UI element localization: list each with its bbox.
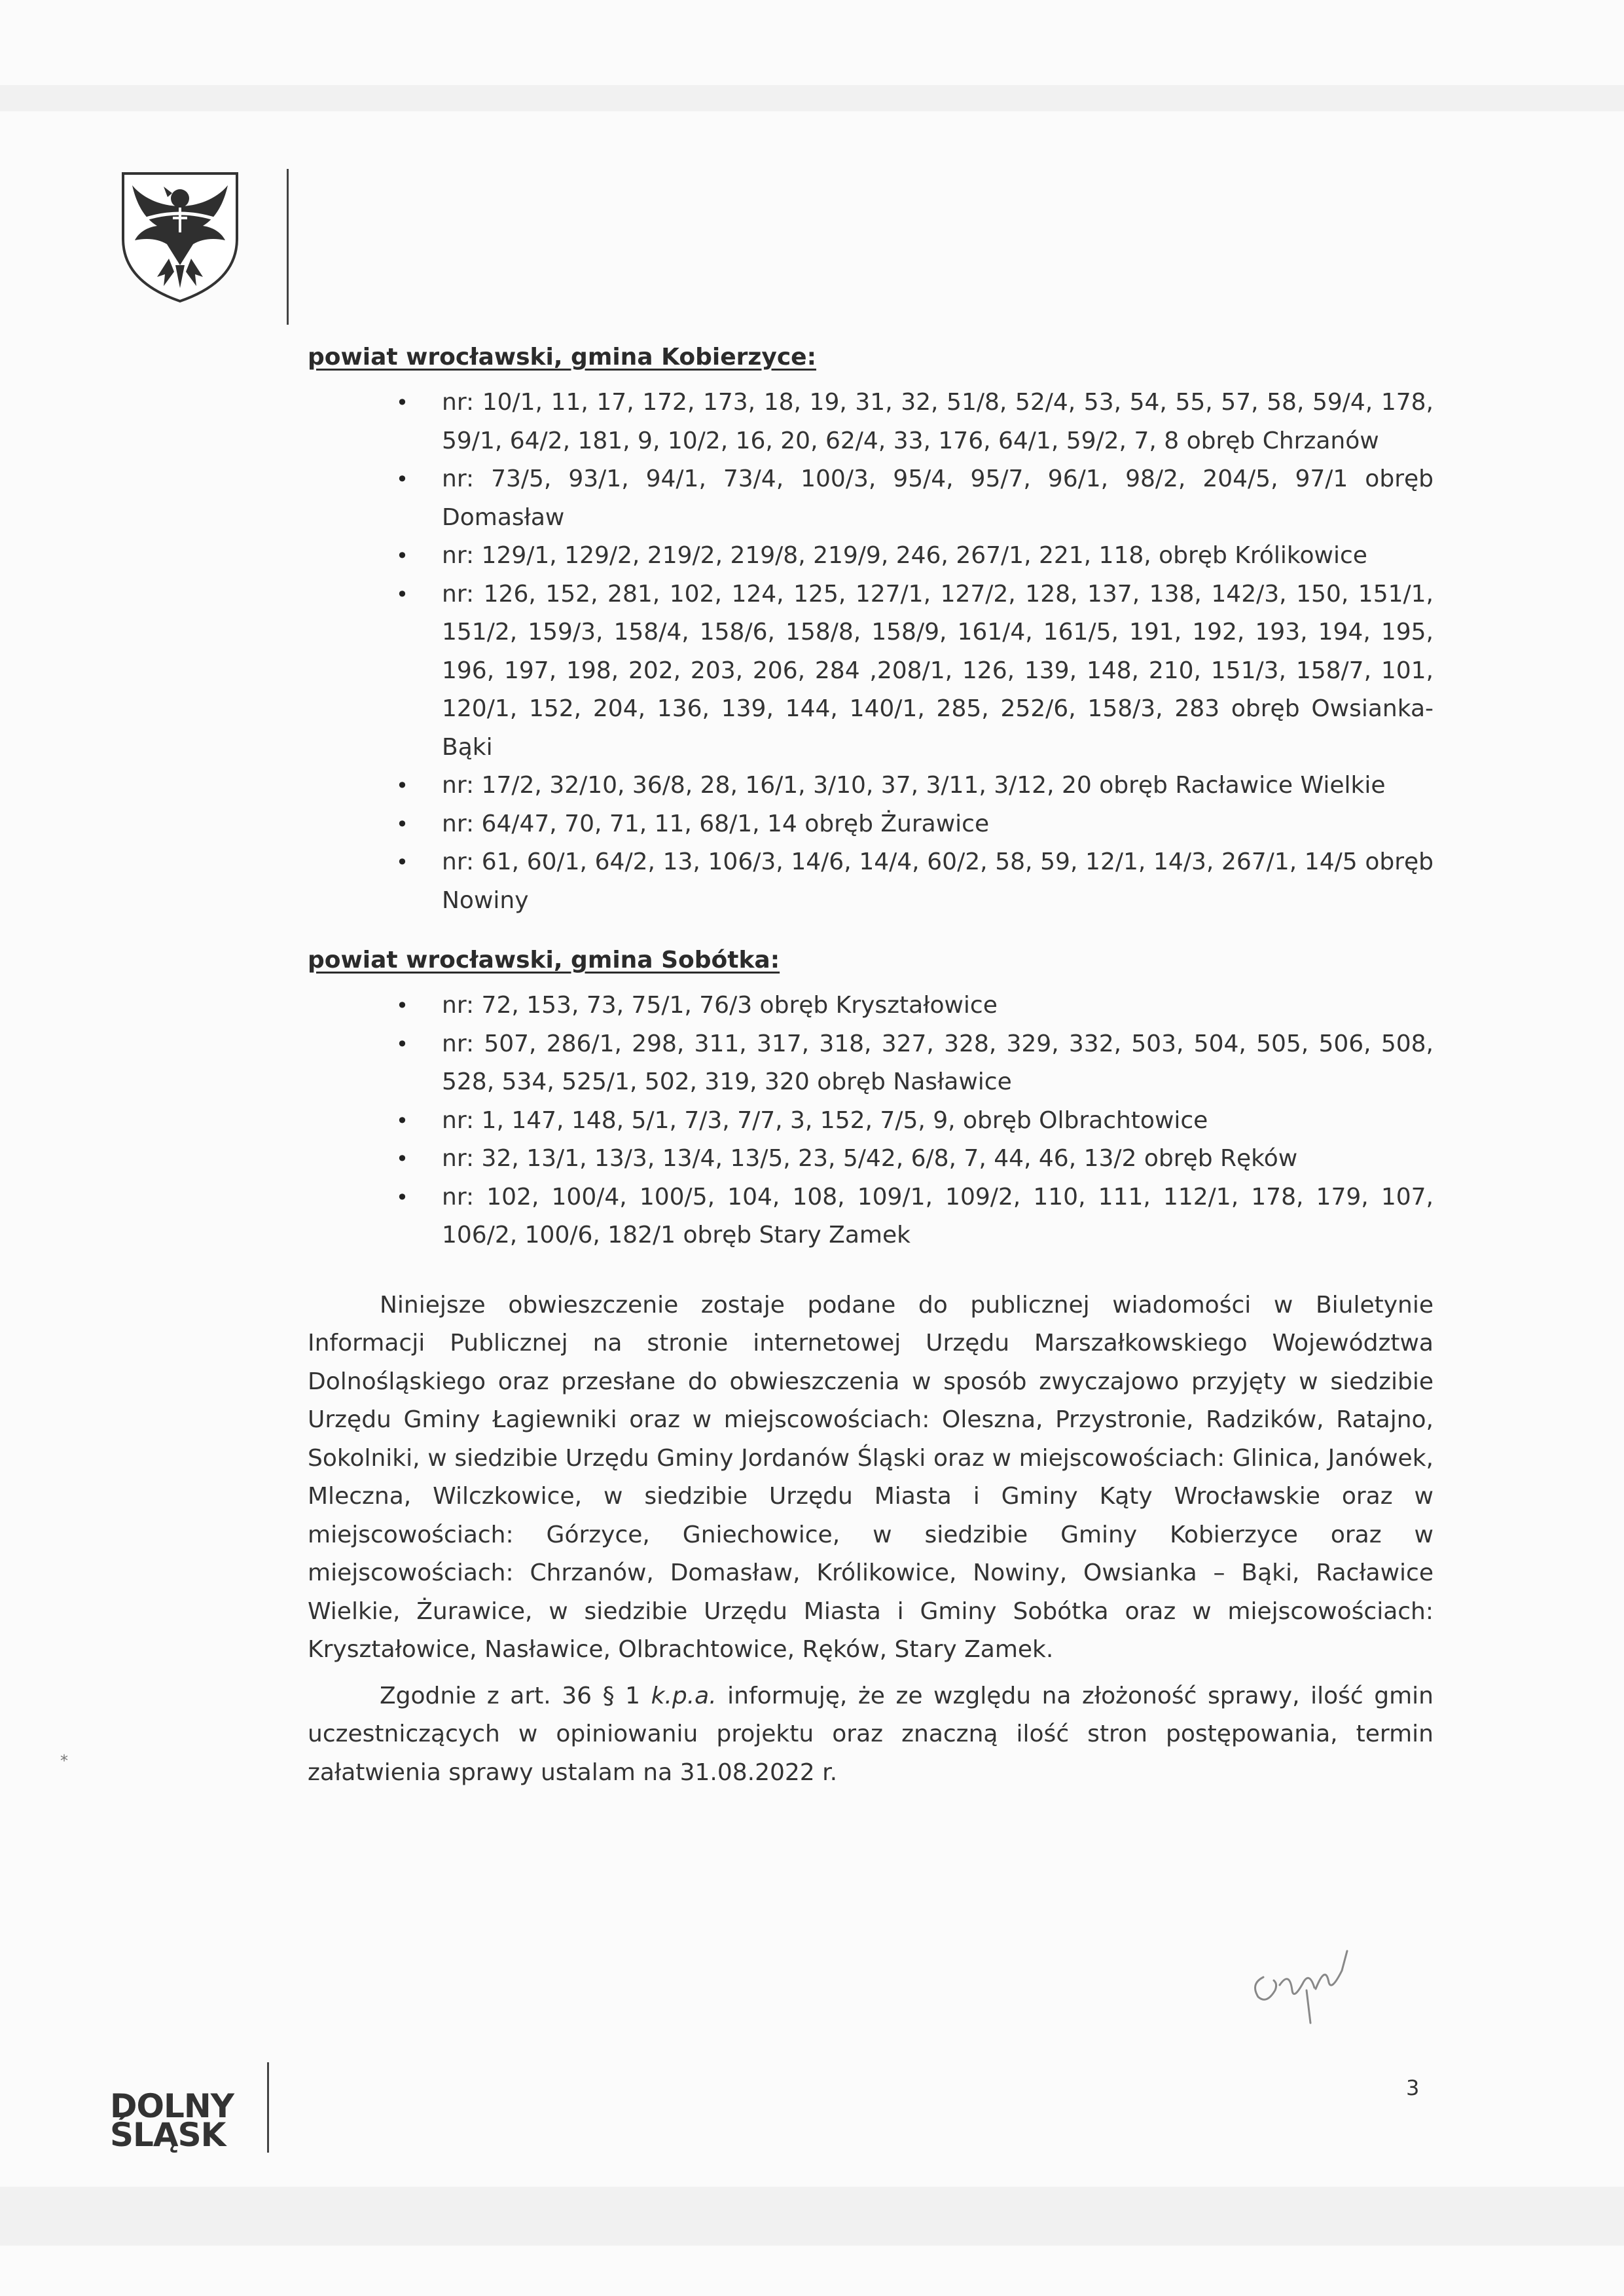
list-item: • nr: 32, 13/1, 13/3, 13/4, 13/5, 23, 5/42, 6/8, 7, 44, 46, 13/2 obręb Ręków bbox=[442, 1140, 1434, 1178]
list-item: • nr: 73/5, 93/1, 94/1, 73/4, 100/3, 95/4, 95/7, 96/1, 98/2, 204/5, 97/1 obręb Domasław bbox=[442, 460, 1434, 537]
handwritten-signature-icon bbox=[1244, 1944, 1375, 2030]
list-item: • nr: 72, 153, 73, 75/1, 76/3 obręb Kryształowice bbox=[442, 987, 1434, 1025]
footer-divider bbox=[267, 2062, 269, 2153]
plot-list-kobierzyce bbox=[308, 384, 1434, 920]
list-item: • nr: 64/47, 70, 71, 11, 68/1, 14 obręb Żurawice bbox=[442, 805, 1434, 844]
list-item: • nr: 1, 147, 148, 5/1, 7/3, 7/7, 3, 152, 7/5, 9, obręb Olbrachtowice bbox=[442, 1102, 1434, 1140]
section-title-kobierzyce: powiat wrocławski, gmina Kobierzyce: bbox=[308, 344, 816, 371]
document-body bbox=[308, 340, 1434, 1792]
dolny-slask-logo: DOLNY ŚLĄSK bbox=[110, 2087, 234, 2154]
list-item: • nr: 10/1, 11, 17, 172, 173, 18, 19, 31, 32, 51/8, 52/4, 53, 54, 55, 57, 58, 59/4, 178, 59/1, 64/2, 181, 9, 10/2, 16, 20, 62/4, 33, 176, 64/1, 59/2, 7, 8 obręb Chrzanów bbox=[442, 384, 1434, 460]
bullet-icon: • bbox=[396, 467, 408, 492]
list-item: • nr: 129/1, 129/2, 219/2, 219/8, 219/9, 246, 267/1, 221, 118, obręb Królikowice bbox=[442, 537, 1434, 575]
bullet-icon: • bbox=[396, 390, 408, 415]
kpa-abbreviation: k.p.a. bbox=[651, 1682, 717, 1709]
header-divider bbox=[287, 169, 289, 325]
scan-shadow-top bbox=[0, 85, 1624, 111]
bullet-icon: • bbox=[396, 543, 408, 568]
scan-artifact-icon: ⁎ bbox=[60, 1747, 68, 1765]
bullet-icon: • bbox=[396, 1184, 408, 1210]
announcement-paragraph: Niniejsze obwieszczenie zostaje podane do publicznej wiadomości w Biuletynie Informacji Publicznej na stronie internetowej Urzędu Marszałkowskiego Województwa Dolnośląskiego oraz przesłane do obwieszczenia w sposób zwyczajowo przyjęty w siedzibie Urzędu Gminy Łagiewniki oraz w miejscowościach: Oleszna, Przystronie, Radzików, Ratajno, Sokolniki, w siedzibie Urzędu Gminy Jordanów Śląski oraz w miejscowościach: Glinica, Janówek, Mleczna, Wilczkowice, w siedzibie Urzędu Miasta i Gminy Kąty Wrocławskie oraz w miejscowościach: Górzyce, Gniechowice, w siedzibie Gminy Kobierzyce oraz w miejscowościach: Chrzanów, Domasław, Królikowice, Nowiny, Owsianka – Bąki, Racławice Wielkie, Żurawice, w siedzibie Urzędu Miasta i Gminy Sobótka oraz w miejscowościach: Kryształowice, Nasławice, Olbrachtowice, Ręków, Stary Zamek. bbox=[308, 1291, 1434, 1663]
list-item: • nr: 61, 60/1, 64/2, 13, 106/3, 14/6, 14/4, 60/2, 58, 59, 12/1, 14/3, 267/1, 14/5 obręb Nowiny bbox=[442, 843, 1434, 920]
plot-list-sobotka bbox=[308, 987, 1434, 1255]
list-item: • nr: 507, 286/1, 298, 311, 317, 318, 327, 328, 329, 332, 503, 504, 505, 506, 508, 528, 534, 525/1, 502, 319, 320 obręb Nasławice bbox=[442, 1025, 1434, 1102]
deadline-paragraph: Zgodnie z art. 36 § 1 k.p.a. informuję, że ze względu na złożoność sprawy, ilość gmin uczestniczących w opiniowaniu projektu oraz znaczną ilość stron postępowania, termin załatwienia sprawy ustalam na 31.08.2022 r. bbox=[308, 1682, 1434, 1786]
bullet-icon: • bbox=[396, 811, 408, 837]
bullet-icon: • bbox=[396, 1146, 408, 1171]
bullet-icon: • bbox=[396, 581, 408, 607]
bullet-icon: • bbox=[396, 850, 408, 875]
bullet-icon: • bbox=[396, 1031, 408, 1057]
list-item: • nr: 17/2, 32/10, 36/8, 28, 16/1, 3/10, 37, 3/11, 3/12, 20 obręb Racławice Wielkie bbox=[442, 767, 1434, 805]
coat-of-arms-icon bbox=[118, 167, 242, 304]
page-number: 3 bbox=[1406, 2075, 1420, 2100]
scan-shadow-bottom bbox=[0, 2187, 1624, 2246]
list-item: • nr: 126, 152, 281, 102, 124, 125, 127/1, 127/2, 128, 137, 138, 142/3, 150, 151/1, 151/2, 159/3, 158/4, 158/6, 158/8, 158/9, 161/4, 161/5, 191, 192, 193, 194, 195, 196, 197, 198, 202, 203, 206, 284 ,208/1, 126, 139, 148, 210, 151/3, 158/7, 101, 120/1, 152, 204, 136, 139, 144, 140/1, 285, 252/6, 158/3, 283 obręb Owsianka-Bąki bbox=[442, 575, 1434, 767]
bullet-icon: • bbox=[396, 993, 408, 1018]
section-title-sobotka: powiat wrocławski, gmina Sobótka: bbox=[308, 947, 780, 974]
list-item: • nr: 102, 100/4, 100/5, 104, 108, 109/1, 109/2, 110, 111, 112/1, 178, 179, 107, 106/2, 100/6, 182/1 obręb Stary Zamek bbox=[442, 1178, 1434, 1255]
bullet-icon: • bbox=[396, 773, 408, 798]
bullet-icon: • bbox=[396, 1108, 408, 1133]
